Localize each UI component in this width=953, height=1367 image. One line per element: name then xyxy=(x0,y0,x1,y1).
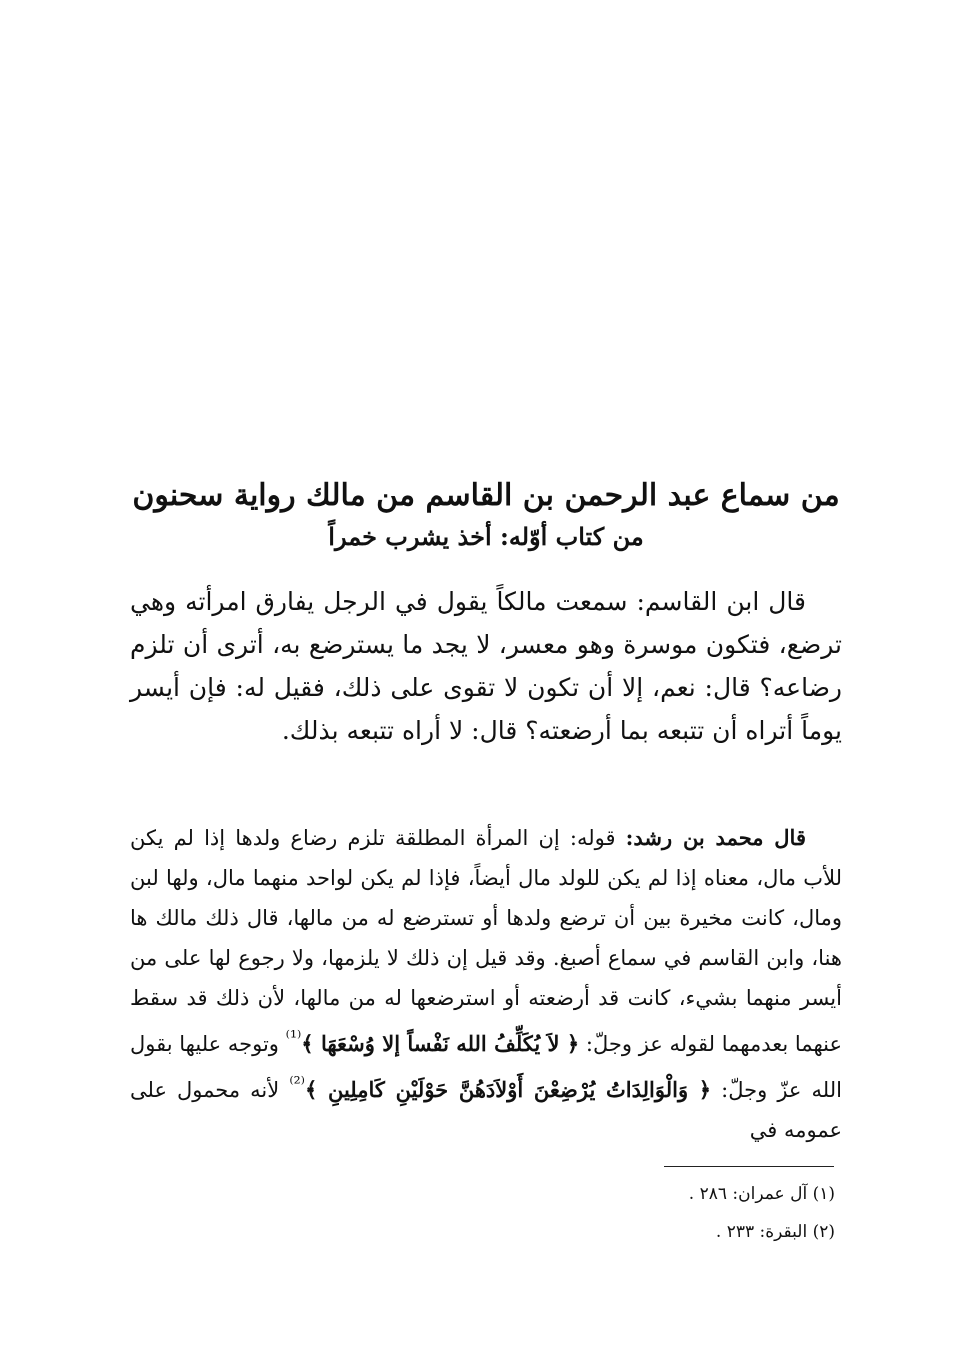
body-paragraph-1 xyxy=(130,580,842,752)
footnote-1: (١) آل عمران: ٢٨٦ . xyxy=(688,1184,835,1204)
paragraph-2-text-c: لأنه محمول على عمومه في xyxy=(130,1078,842,1142)
chapter-subtitle: من كتاب أوّله: أخذ يشرب خمراً xyxy=(328,522,644,551)
quran-verse-1: ﴿ لاَ يُكَلِّفُ الله نَفْساً إلا وُسْعَهَا ﴾ xyxy=(301,1031,580,1056)
footnote-ref-1: ⁽¹⁾ xyxy=(285,1028,302,1048)
footnote-separator xyxy=(664,1166,834,1167)
chapter-title: من سماع عبد الرحمن بن القاسم من مالك رواية سحنون xyxy=(132,478,840,513)
footnote-2: (٢) البقرة: ٢٣٣ . xyxy=(715,1222,835,1242)
quran-verse-2: ﴿ وَالْوَالِدَاتُ يُرْضِعْنَ أَوْلاَدَهُنَّ حَوْلَيْنِ كَامِلِينِ ﴾ xyxy=(304,1077,712,1102)
paragraph-2-text-a: قوله: إن المرأة المطلقة تلزم رضاع ولدها إذا لم يكن للأب مال، معناه إذا لم يكن للولد مال أيضاً، فإذا لم يكن لواحد منهما مال، ولها لبن ومال، كانت مخيرة بين أن ترضع ولدها أو تسترضع له من مالها، قال ذلك مالك ها هنا، وابن القاسم في سماع أصبغ. وقد قيل إن ذلك لا يلزمها، ولا رجوع لها على من أيسر منهما بشيء، كانت قد أرضعته أو استرضعها له من مالها، لأن ذلك قد سقط عنهما بعدمهما لقوله عز وجلّ: xyxy=(130,826,842,1056)
body-paragraph-2 xyxy=(130,818,842,1150)
paragraph-1-text: قال ابن القاسم: سمعت مالكاً يقول في الرجل يفارق امرأته وهي ترضع، فتكون موسرة وهو معسر، لا يجد ما يسترضع به، أترى أن تلزم رضاعه؟ قال: نعم، إلا أن تكون لا تقوى على ذلك، فقيل له: فإن أيسر يوماً أتراه أن تتبعه بما أرضعته؟ قال: لا أراه تتبعه بذلك. xyxy=(130,587,842,745)
commentator-name: قال محمد بن رشد: xyxy=(625,825,806,850)
paragraph-2-text-b: وتوجه عليها بقول الله عزّ وجلّ: xyxy=(130,1032,842,1102)
footnote-ref-2: ⁽²⁾ xyxy=(289,1074,305,1094)
